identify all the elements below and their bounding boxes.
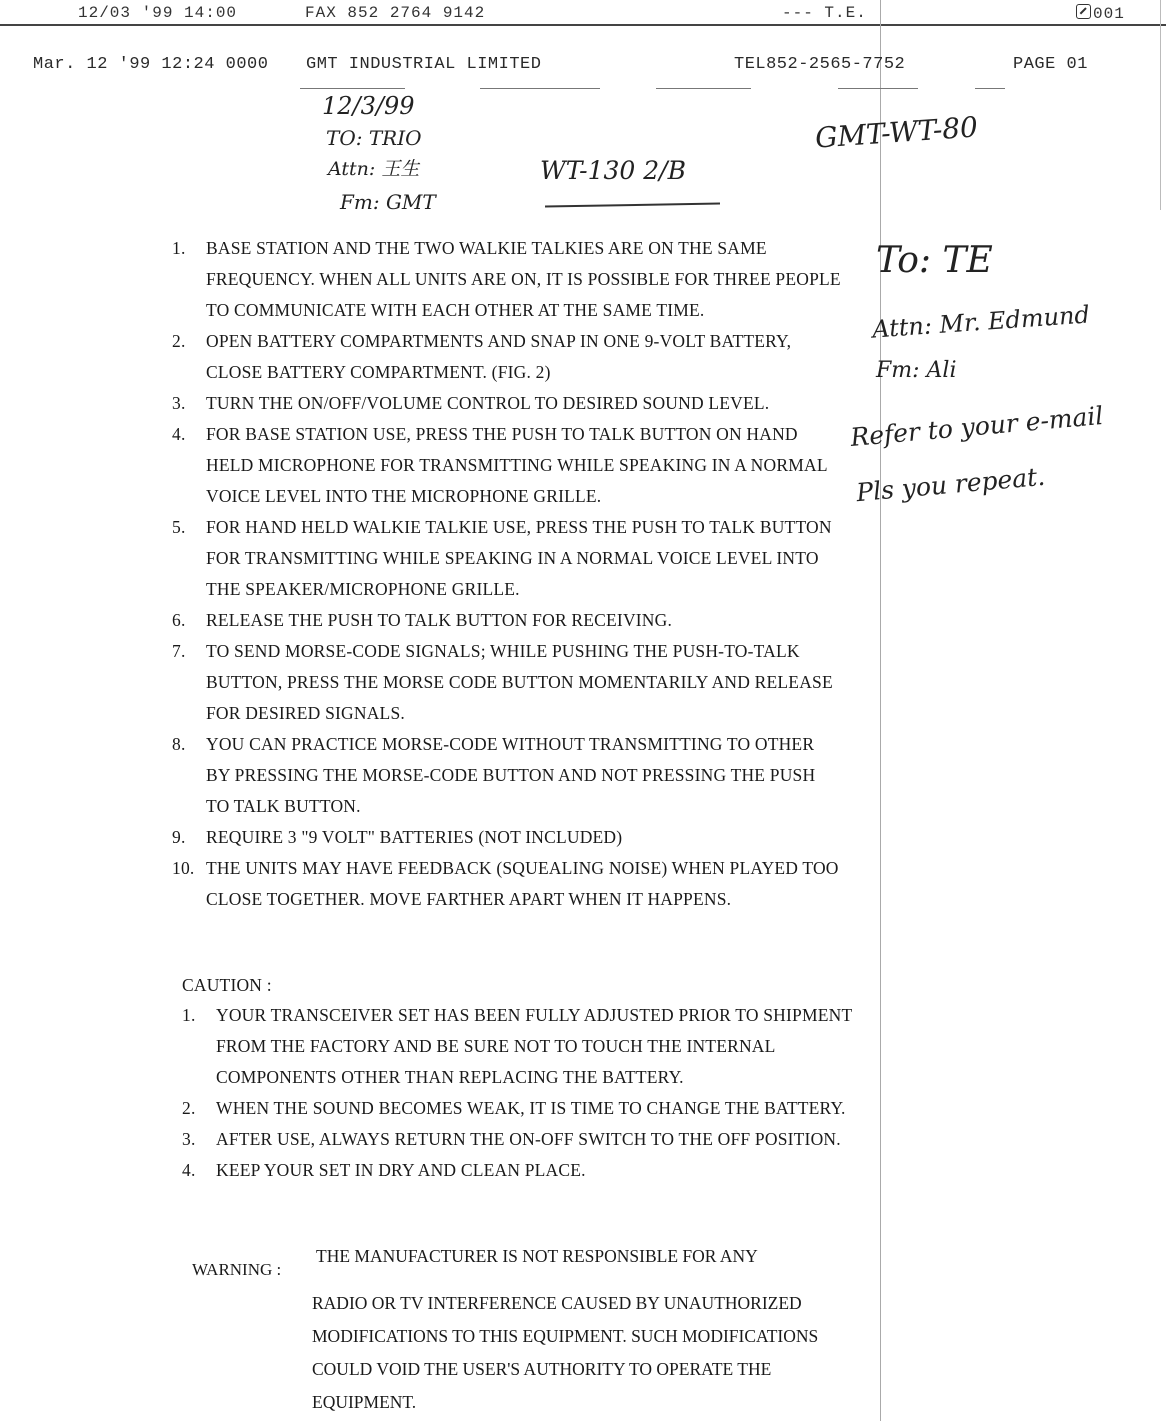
instruction-item: [172, 605, 842, 636]
warning-first-line: THE MANUFACTURER IS NOT RESPONSIBLE FOR ANY: [316, 1246, 758, 1266]
fax-number: FAX 852 2764 9142: [305, 4, 486, 22]
fax-edge-line: [1160, 0, 1161, 210]
fax-header-rule: [0, 24, 1166, 26]
origin-page: PAGE 01: [1013, 55, 1088, 74]
fax-page-counter: 001: [1076, 4, 1125, 23]
instruction-item: [172, 822, 842, 853]
instruction-item-number: 9.: [172, 827, 186, 847]
instruction-item-number: 10.: [172, 858, 195, 878]
instruction-item-text: YOU CAN PRACTICE MORSE-CODE WITHOUT TRANSMITTING TO OTHER BY PRESSING THE MORSE-CODE BUTTON AND NOT PRESSING THE PUSH TO TALK BUTTON.: [206, 734, 816, 816]
note-attn: Attn: Mr. Edmund: [871, 300, 1091, 344]
instruction-item-text: RELEASE THE PUSH TO TALK BUTTON FOR RECEIVING.: [206, 610, 673, 630]
instruction-item-text: REQUIRE 3 "9 VOLT" BATTERIES (NOT INCLUDED): [206, 827, 623, 847]
note-line-2: Pls you repeat.: [855, 461, 1047, 508]
caution-item-text: KEEP YOUR SET IN DRY AND CLEAN PLACE.: [216, 1160, 586, 1180]
instruction-item: [172, 512, 842, 605]
note-to: To: TE: [876, 240, 993, 281]
instruction-item-number: 6.: [172, 610, 186, 630]
handwritten-to: TO: TRIO: [326, 126, 422, 150]
header-rule-4: [838, 88, 918, 89]
origin-tel: TEL852-2565-7752: [734, 55, 906, 74]
instruction-item-number: 3.: [172, 393, 186, 413]
caution-list: [182, 1000, 862, 1186]
fax-sender-code: --- T.E.: [782, 4, 867, 22]
instruction-item-text: FOR HAND HELD WALKIE TALKIE USE, PRESS THE PUSH TO TALK BUTTON FOR TRANSMITTING WHILE SPEAKING IN A NORMAL VOICE LEVEL INTO THE SPEAKER/MICROPHONE GRILLE.: [206, 517, 832, 599]
caution-item-number: 3.: [182, 1129, 196, 1149]
note-line-1: Refer to your e-mail: [849, 401, 1105, 452]
instruction-item: [172, 326, 842, 388]
instruction-item-number: 8.: [172, 734, 186, 754]
instruction-item-number: 2.: [172, 331, 186, 351]
caution-item-text: AFTER USE, ALWAYS RETURN THE ON-OFF SWITCH TO THE OFF POSITION.: [216, 1129, 841, 1149]
instruction-item-number: 5.: [172, 517, 186, 537]
caution-item-number: 1.: [182, 1005, 196, 1025]
caution-item-number: 4.: [182, 1160, 196, 1180]
instruction-item-text: BASE STATION AND THE TWO WALKIE TALKIES ARE ON THE SAME FREQUENCY. WHEN ALL UNITS ARE ON, IT IS POSSIBLE FOR THREE PEOPLE TO COMMUNICATE WITH EACH OTHER AT THE SAME TIME.: [206, 238, 841, 320]
warning-text: RADIO OR TV INTERFERENCE CAUSED BY UNAUTHORIZED MODIFICATIONS TO THIS EQUIPMENT. SUCH MODIFICATIONS COULD VOID THE USER'S AUTHORITY TO OPERATE THE EQUIPMENT.: [312, 1293, 819, 1412]
header-rule-5: [975, 88, 1005, 89]
header-rule-1: [300, 88, 405, 89]
instruction-item: [172, 233, 842, 326]
fax-copy-icon: [1076, 4, 1091, 19]
instruction-item: [172, 729, 842, 822]
instruction-item-text: TO SEND MORSE-CODE SIGNALS; WHILE PUSHING THE PUSH-TO-TALK BUTTON, PRESS THE MORSE CODE BUTTON MOMENTARILY AND RELEASE FOR DESIRED SIGNALS.: [206, 641, 833, 723]
note-fm: Fm: Ali: [876, 358, 957, 383]
header-rule-3: [656, 88, 751, 89]
model-underline: [545, 202, 720, 207]
handwritten-fm: Fm: GMT: [340, 190, 436, 214]
instruction-item-text: FOR BASE STATION USE, PRESS THE PUSH TO TALK BUTTON ON HAND HELD MICROPHONE FOR TRANSMITTING WHILE SPEAKING IN A NORMAL VOICE LEVEL INTO THE MICROPHONE GRILLE.: [206, 424, 828, 506]
instruction-item-number: 4.: [172, 424, 186, 444]
instruction-item-text: TURN THE ON/OFF/VOLUME CONTROL TO DESIRED SOUND LEVEL.: [206, 393, 770, 413]
origin-company: GMT INDUSTRIAL LIMITED: [306, 55, 542, 74]
instruction-item-text: THE UNITS MAY HAVE FEEDBACK (SQUEALING NOISE) WHEN PLAYED TOO CLOSE TOGETHER. MOVE FARTHER APART WHEN IT HAPPENS.: [206, 858, 839, 909]
caution-label: CAUTION :: [182, 975, 272, 995]
instructions-list: [172, 233, 842, 915]
handwritten-date: 12/3/99: [322, 92, 415, 120]
handwritten-attn: Attn: 王生: [328, 158, 420, 180]
caution-item: [182, 1093, 862, 1124]
instruction-item-number: 1.: [172, 238, 186, 258]
caution-item: [182, 1155, 862, 1186]
instruction-item-text: OPEN BATTERY COMPARTMENTS AND SNAP IN ONE 9-VOLT BATTERY, CLOSE BATTERY COMPARTMENT. (FIG. 2): [206, 331, 792, 382]
origin-datetime: Mar. 12 '99 12:24 0000: [33, 55, 269, 74]
instruction-item: [172, 853, 842, 915]
caution-item: [182, 1000, 862, 1093]
handwritten-ref-code: GMT-WT-80: [814, 110, 979, 155]
caution-item-text: WHEN THE SOUND BECOMES WEAK, IT IS TIME TO CHANGE THE BATTERY.: [216, 1098, 846, 1118]
header-rule-2: [480, 88, 600, 89]
caution-item-number: 2.: [182, 1098, 196, 1118]
handwritten-model: WT-130 2/B: [540, 156, 686, 185]
instruction-item-number: 7.: [172, 641, 186, 661]
instruction-item: [172, 388, 842, 419]
instruction-item: [172, 419, 842, 512]
fax-datetime: 12/03 '99 14:00: [78, 4, 238, 22]
instruction-item: [172, 636, 842, 729]
fax-margin-line: [880, 0, 881, 1421]
caution-item-text: YOUR TRANSCEIVER SET HAS BEEN FULLY ADJUSTED PRIOR TO SHIPMENT FROM THE FACTORY AND BE SURE NOT TO TOUCH THE INTERNAL COMPONENTS OTHER THAN REPLACING THE BATTERY.: [216, 1005, 853, 1087]
warning-label: WARNING :: [192, 1260, 282, 1279]
caution-item: [182, 1124, 862, 1155]
